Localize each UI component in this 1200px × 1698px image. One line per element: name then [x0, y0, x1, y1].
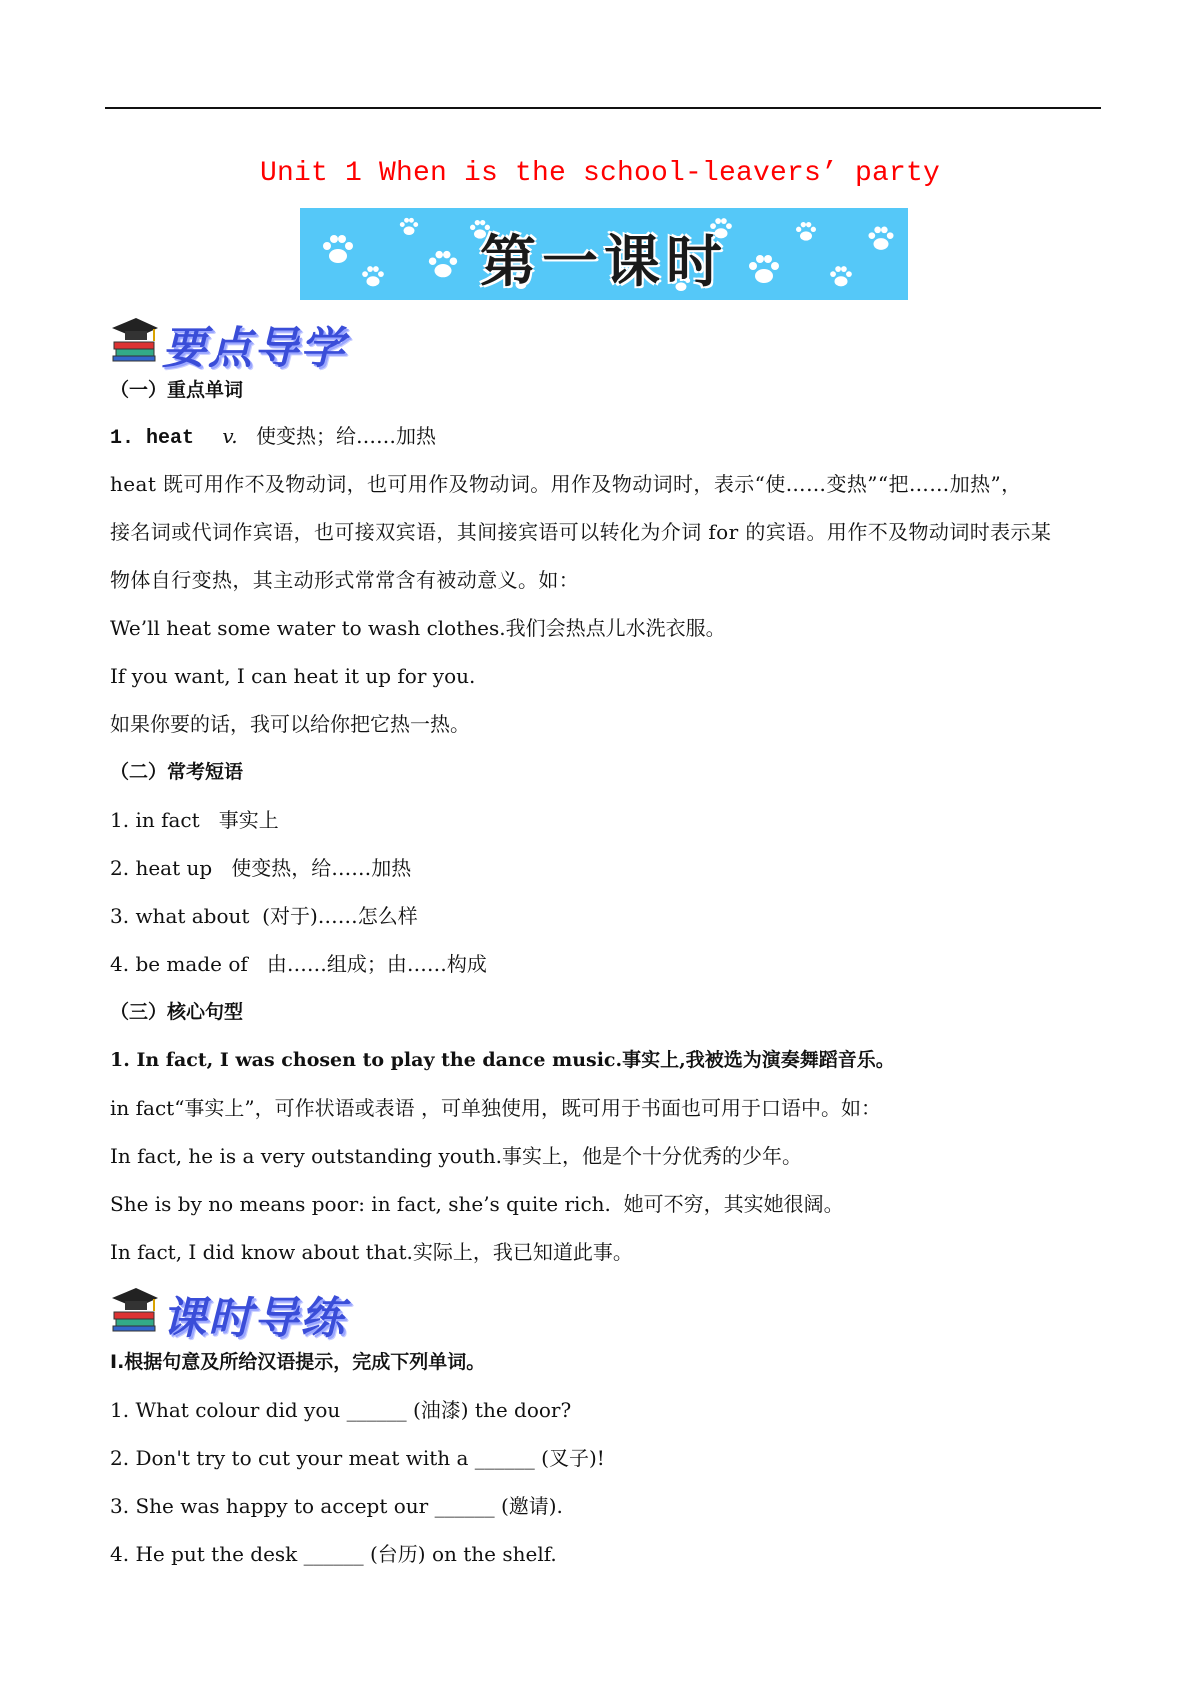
banner-title: 第一课时 [480, 230, 728, 295]
paragraph-line: 接名词或代词作宾语，也可接双宾语，其间接宾语可以转化为介词 for 的宾语。用作不及物动词时表示某 [110, 520, 1052, 544]
graduation-cap-books-icon [110, 312, 160, 362]
exercise-item: 1. What colour did you ______ (油漆) the door? [110, 1398, 572, 1422]
exercise-item: 2. Don't try to cut your meat with a ______ (叉子)! [110, 1446, 605, 1470]
paragraph-line: heat 既可用作不及物动词，也可用作及物动词。用作及物动词时，表示“使……变热”“把……加热”， [110, 472, 1022, 496]
example-sentence: We’ll heat some water to wash clothes.我们会热点儿水洗衣服。 [110, 616, 726, 640]
paragraph-line: 物体自行变热，其主动形式常常含有被动意义。如： [110, 568, 580, 592]
key-sentence: 1. In fact, I was chosen to play the dance music.事实上,我被选为演奏舞蹈音乐。 [110, 1049, 895, 1071]
phrase-item: 1. in fact 事实上 [110, 808, 279, 832]
phrase-item: 2. heat up 使变热，给……加热 [110, 856, 412, 880]
page-title: Unit 1 When is the school-leavers’ party [259, 158, 941, 189]
phrase-item: 3. what about (对于)……怎么样 [110, 904, 418, 928]
exercise-heading: Ⅰ.根据句意及所给汉语提示，完成下列单词。 [110, 1351, 486, 1373]
example-translation: 如果你要的话，我可以给你把它热一热。 [110, 712, 470, 736]
section-heading-text: 要点导学 [162, 323, 346, 374]
subheading-sentence-patterns: （三）核心句型 [110, 1001, 244, 1023]
header-rule [105, 107, 1101, 109]
subheading-phrases: （二）常考短语 [110, 761, 244, 783]
paragraph-line: in fact“事实上”，可作状语或表语 ，可单独使用，既可用于书面也可用于口语中。如： [110, 1096, 882, 1120]
lesson-banner [300, 208, 908, 300]
word-entry-meaning: 使变热；给……加热 [256, 424, 437, 448]
example-sentence: If you want, I can heat it up for you. [110, 664, 476, 688]
word-entry-pos: v. [222, 424, 238, 448]
example-sentence: In fact, I did know about that.实际上，我已知道此事。 [110, 1240, 633, 1264]
exercise-item: 3. She was happy to accept our ______ (邀请). [110, 1494, 563, 1518]
phrase-item: 4. be made of 由……组成；由……构成 [110, 952, 487, 976]
word-entry-number: 1. heat [110, 427, 195, 450]
subheading-key-words: （一）重点单词 [110, 379, 244, 401]
example-sentence: In fact, he is a very outstanding youth.事实上，他是个十分优秀的少年。 [110, 1144, 802, 1168]
exercise-item: 4. He put the desk ______ (台历) on the shelf. [110, 1542, 557, 1566]
example-sentence: She is by no means poor: in fact, she’s quite rich. 她可不穷，其实她很阔。 [110, 1192, 844, 1216]
word-entry-heat [110, 422, 436, 453]
graduation-cap-books-icon [110, 1282, 160, 1332]
section-heading-text: 课时导练 [162, 1293, 346, 1344]
